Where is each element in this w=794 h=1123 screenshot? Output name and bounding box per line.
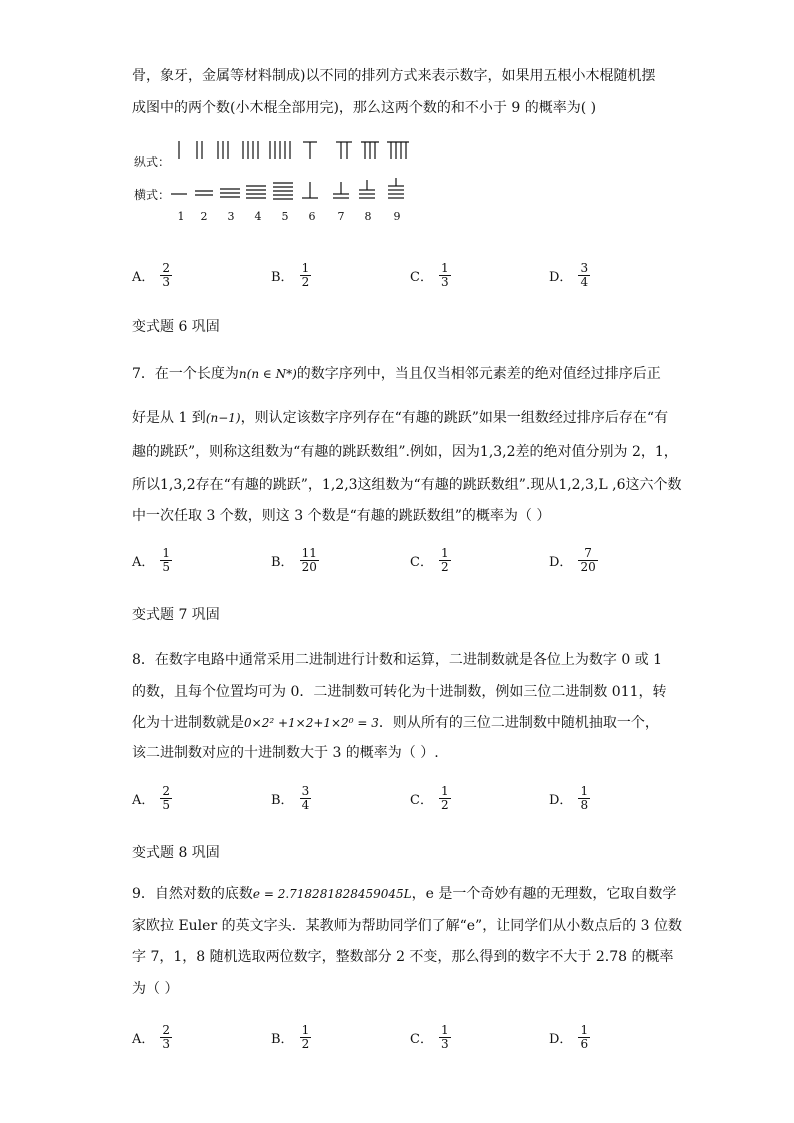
horizontal-rod-5 bbox=[273, 183, 293, 199]
q7-text-line5: 中一次任取 3 个数，则这 3 个数是“有趣的跳跃数组”的概率为（ ） bbox=[132, 508, 551, 524]
q7-line2-a: 好是从 1 到 bbox=[132, 410, 206, 426]
numerator: 1 bbox=[440, 261, 449, 275]
digit-label-3: 3 bbox=[227, 210, 235, 223]
denominator: 4 bbox=[580, 275, 589, 289]
digit-label-8: 8 bbox=[364, 210, 372, 223]
fraction bbox=[439, 785, 451, 812]
denominator: 3 bbox=[440, 275, 449, 289]
vertical-rod-8 bbox=[361, 142, 379, 159]
option-label: C． bbox=[410, 555, 433, 570]
denominator: 3 bbox=[162, 1037, 171, 1051]
denominator: 5 bbox=[162, 798, 171, 812]
horizontal-rod-8 bbox=[359, 180, 375, 198]
vertical-rod-9 bbox=[387, 142, 409, 159]
option-label: D． bbox=[549, 793, 573, 808]
q6-option-c bbox=[410, 262, 451, 289]
option-label: C． bbox=[410, 270, 433, 285]
denominator: 5 bbox=[162, 560, 171, 574]
q8-option-a bbox=[132, 785, 172, 812]
option-label: B． bbox=[271, 270, 294, 285]
option-label: A． bbox=[132, 555, 155, 570]
q7-line1-a: 7．在一个长度为 bbox=[132, 366, 239, 382]
denominator: 2 bbox=[301, 1037, 310, 1051]
numerator: 2 bbox=[162, 1023, 171, 1037]
fraction bbox=[300, 1024, 312, 1051]
digit-label-4: 4 bbox=[254, 210, 262, 223]
q7-text-line4: 所以1,3,2存在“有趣的跳跃”，1,2,3这组数为“有趣的跳跃数组”.现从1,2,3,L ,6这六个数 bbox=[132, 477, 682, 493]
digit-label-6: 6 bbox=[308, 210, 316, 223]
q7-text-line3: 趣的跳跃”，则称这组数为“有趣的跳跃数组”.例如，因为1,3,2差的绝对值分别为 2，1， bbox=[132, 444, 678, 460]
horizontal-rod-2 bbox=[195, 191, 213, 195]
numerator: 1 bbox=[162, 546, 171, 560]
option-label: B． bbox=[271, 793, 294, 808]
variant-label-8: 变式题 8 巩固 bbox=[132, 845, 220, 861]
q7-line2-b: ，则认定该数字序列存在“有趣的跳跃”如果一组数经过排序后存在“有 bbox=[240, 410, 669, 426]
denominator: 6 bbox=[580, 1037, 589, 1051]
vertical-rod-2 bbox=[197, 141, 202, 159]
digit-label-1: 1 bbox=[177, 210, 185, 223]
option-label: D． bbox=[549, 270, 573, 285]
horizontal-rod-6 bbox=[302, 182, 318, 198]
q9-text-line1 bbox=[132, 884, 676, 904]
numerator: 7 bbox=[584, 546, 592, 560]
option-label: A． bbox=[132, 270, 155, 285]
q6-text-line1: 骨，象牙，金属等材料制成)以不同的排列方式来表示数字，如果用五根小木棍随机摆 bbox=[132, 68, 656, 84]
fraction bbox=[578, 262, 590, 289]
numerator: 3 bbox=[580, 261, 589, 275]
counting-rods-figure bbox=[165, 138, 425, 210]
fraction bbox=[160, 547, 172, 574]
q7-option-d bbox=[549, 547, 598, 574]
denominator: 3 bbox=[440, 1037, 449, 1051]
q8-option-c bbox=[410, 785, 451, 812]
q6-text-line2: 成图中的两个数(小木棍全部用完)，那么这两个数的和不小于 9 的概率为( ) bbox=[132, 100, 597, 116]
denominator: 2 bbox=[301, 275, 310, 289]
q9-line1-b: ，e 是一个奇妙有趣的无理数，它取自数学 bbox=[411, 886, 677, 902]
numerator: 11 bbox=[301, 546, 317, 560]
fraction bbox=[439, 1024, 451, 1051]
option-label: A． bbox=[132, 1032, 155, 1047]
numerator: 1 bbox=[301, 261, 310, 275]
digit-label-9: 9 bbox=[393, 210, 401, 223]
fraction bbox=[578, 547, 597, 574]
q9-text-line4: 为（ ） bbox=[132, 981, 179, 997]
option-label: B． bbox=[271, 1032, 294, 1047]
digit-label-7: 7 bbox=[337, 210, 345, 223]
vertical-rod-6 bbox=[303, 142, 317, 159]
variant-label-7: 变式题 7 巩固 bbox=[132, 607, 220, 623]
q8-line3-a: 化为十进制数就是 bbox=[132, 715, 244, 731]
option-label: D． bbox=[549, 555, 573, 570]
denominator: 20 bbox=[580, 560, 596, 574]
q7-line1-b: 的数字序列中，当且仅当相邻元素差的绝对值经过排序后正 bbox=[296, 366, 661, 382]
option-label: D． bbox=[549, 1032, 573, 1047]
vertical-rod-3 bbox=[218, 141, 228, 159]
q9-text-line2: 家欧拉 Euler 的英文字头．某教师为帮助同学们了解“e”，让同学们从小数点后的 3 位数 bbox=[132, 918, 682, 934]
vertical-rod-4 bbox=[243, 141, 258, 159]
horizontal-form-label: 横式： bbox=[134, 188, 171, 202]
vertical-rod-5 bbox=[270, 141, 290, 159]
q9-option-b bbox=[271, 1024, 311, 1051]
numerator: 1 bbox=[440, 546, 449, 560]
fraction bbox=[300, 547, 319, 574]
option-label: B． bbox=[271, 555, 294, 570]
q7-text-line1 bbox=[132, 364, 661, 384]
q7-option-c bbox=[410, 547, 451, 574]
option-label: C． bbox=[410, 1032, 433, 1047]
q9-option-c bbox=[410, 1024, 451, 1051]
horizontal-rod-4 bbox=[246, 186, 266, 198]
denominator: 2 bbox=[440, 560, 449, 574]
numerator: 1 bbox=[301, 1023, 310, 1037]
q9-option-d bbox=[549, 1024, 590, 1051]
fraction bbox=[160, 262, 172, 289]
q7-line1-math: n(n ∈ N*) bbox=[238, 367, 297, 381]
option-label: C． bbox=[410, 793, 433, 808]
fraction bbox=[160, 785, 172, 812]
q8-text-line3 bbox=[132, 713, 659, 733]
q6-option-a bbox=[132, 262, 172, 289]
horizontal-rod-9 bbox=[388, 178, 404, 198]
fraction bbox=[578, 1024, 590, 1051]
q9-line1-a: 9．自然对数的底数 bbox=[132, 886, 253, 902]
fraction bbox=[300, 785, 312, 812]
q8-text-line1: 8．在数字电路中通常采用二进制进行计数和运算，二进制数就是各位上为数字 0 或 1 bbox=[132, 652, 663, 668]
q8-line3-b: ．则从所有的三位二进制数中随机抽取一个， bbox=[378, 715, 659, 731]
denominator: 4 bbox=[301, 798, 310, 812]
q9-line1-math: e = 2.718281828459045L bbox=[252, 887, 412, 901]
denominator: 2 bbox=[440, 798, 449, 812]
digit-label-5: 5 bbox=[281, 210, 289, 223]
vertical-rod-7 bbox=[336, 142, 352, 159]
q8-text-line2: 的数，且每个位置均可为 0．二进制数可转化为十进制数，例如三位二进制数 011，转 bbox=[132, 684, 667, 700]
digit-label-2: 2 bbox=[200, 210, 208, 223]
q7-line2-math: (n−1) bbox=[205, 411, 241, 425]
numerator: 3 bbox=[301, 784, 310, 798]
numerator: 1 bbox=[580, 1023, 589, 1037]
q7-text-line2 bbox=[132, 408, 668, 428]
numerator: 2 bbox=[162, 261, 171, 275]
q8-line3-math: 0×2² +1×2+1×2⁰ = 3 bbox=[244, 716, 379, 730]
fraction bbox=[439, 262, 451, 289]
fraction bbox=[578, 785, 590, 812]
q8-option-d bbox=[549, 785, 590, 812]
numerator: 2 bbox=[162, 784, 171, 798]
fraction bbox=[439, 547, 451, 574]
q6-option-d bbox=[549, 262, 590, 289]
numerator: 1 bbox=[440, 784, 449, 798]
q7-option-a bbox=[132, 547, 172, 574]
denominator: 8 bbox=[580, 798, 589, 812]
vertical-form-label: 纵式： bbox=[134, 155, 171, 169]
denominator: 20 bbox=[301, 560, 317, 574]
numerator: 1 bbox=[580, 784, 589, 798]
q9-option-a bbox=[132, 1024, 172, 1051]
q9-text-line3: 字 7，1，8 随机选取两位数字，整数部分 2 不变，那么得到的数字不大于 2.78 的概率 bbox=[132, 949, 674, 965]
q7-option-b bbox=[271, 547, 319, 574]
option-label: A． bbox=[132, 793, 155, 808]
fraction bbox=[160, 1024, 172, 1051]
numerator: 1 bbox=[440, 1023, 449, 1037]
q6-option-b bbox=[271, 262, 311, 289]
horizontal-rod-3 bbox=[220, 189, 240, 197]
variant-label-6: 变式题 6 巩固 bbox=[132, 319, 220, 335]
q8-text-line4: 该二进制数对应的十进制数大于 3 的概率为（ ）. bbox=[132, 745, 439, 761]
fraction bbox=[300, 262, 312, 289]
q8-option-b bbox=[271, 785, 311, 812]
horizontal-rod-7 bbox=[333, 182, 349, 198]
denominator: 3 bbox=[162, 275, 171, 289]
